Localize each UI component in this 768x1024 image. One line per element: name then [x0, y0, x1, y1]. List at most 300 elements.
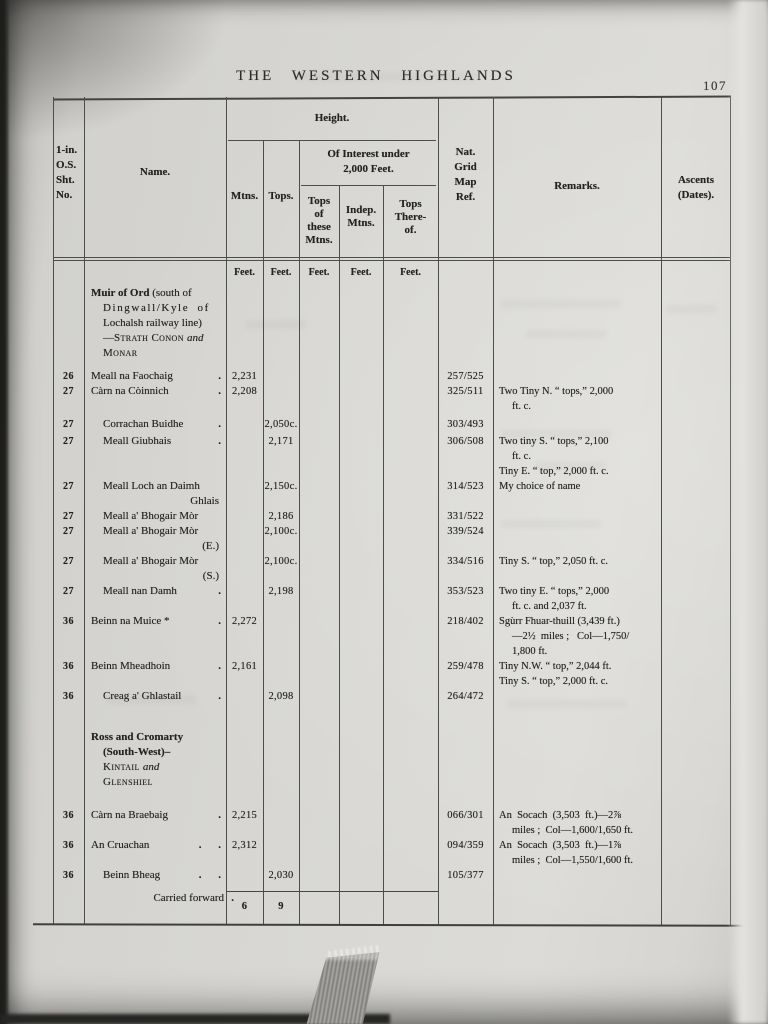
row-height-tops: 2,186	[268, 511, 294, 522]
header-topsthereof-1: Tops	[399, 198, 422, 210]
name-line: Corrachan Buidhe	[103, 418, 184, 430]
row-tops-thereof	[383, 479, 438, 480]
section-heading-line	[91, 346, 226, 361]
row-ascents	[661, 417, 731, 418]
row-indep-mtns	[339, 891, 383, 899]
section-heading-line	[91, 730, 226, 745]
row-grid-ref: 264/472	[447, 691, 484, 702]
row-sht-no	[53, 730, 84, 731]
leader-dots: .	[218, 418, 221, 430]
row-ascents	[661, 730, 731, 731]
row-tops-thereof	[383, 868, 438, 869]
row-tops-thereof	[383, 891, 438, 899]
row-remarks	[493, 417, 661, 418]
remark-line: ft. c. and 2,037 ft.	[512, 601, 587, 612]
row-height-mtns	[226, 509, 263, 510]
leader-dots: .	[218, 690, 221, 702]
row-indep-mtns	[339, 614, 383, 615]
row-height-tops: 2,171	[268, 436, 294, 447]
header-topsthereof-2: There-	[394, 211, 427, 223]
row-height-mtns: 2,312	[231, 840, 258, 851]
name-line: An Cruachan	[91, 839, 150, 851]
row-tops-of-these	[299, 479, 339, 480]
heading-segment: Ross and Cromarty	[91, 731, 184, 743]
row-height-tops	[263, 730, 299, 731]
name-line: Beinn Bheag	[103, 869, 161, 881]
row-tops-thereof	[383, 384, 438, 385]
row-tops-of-these	[299, 417, 339, 418]
remark-line: 1,800 ft.	[512, 646, 548, 657]
name-line: Meall a' Bhogair Mòr	[103, 555, 199, 567]
row-ascents	[661, 614, 731, 615]
row-height-tops	[263, 838, 299, 839]
row-tops-thereof	[383, 808, 438, 809]
row-indep-mtns	[339, 554, 383, 555]
leader-dots: .	[231, 892, 234, 904]
row-height-tops: 2,100c.	[264, 526, 298, 537]
row-remarks	[493, 265, 661, 266]
row-tops-thereof	[383, 286, 438, 287]
row-height-mtns: 2,272	[231, 616, 258, 627]
page-edge-blur	[728, 0, 768, 1024]
row-sht-no: 26	[63, 371, 74, 382]
heading-segment: Kintail	[103, 761, 143, 773]
row-grid-ref: 257/525	[447, 371, 484, 382]
row-indep-mtns	[339, 509, 383, 510]
leader-dots: . .	[198, 839, 221, 851]
row-name	[84, 730, 226, 790]
row-tops-of-these	[299, 689, 339, 690]
header-sht-line3: Sht.	[56, 174, 75, 186]
row-indep-mtns	[339, 584, 383, 585]
row-height-tops: Feet.	[270, 267, 292, 278]
row-remarks	[493, 891, 661, 892]
heading-segment: (south of	[152, 287, 192, 299]
leader-dots: .	[218, 660, 221, 672]
remark-line: Tiny E. “ top,” 2,000 ft. c.	[499, 466, 609, 477]
row-height-tops	[263, 659, 299, 660]
row-sht-no: 27	[63, 386, 74, 397]
table-row-entry	[53, 838, 731, 868]
row-grid-ref: 339/524	[447, 526, 484, 537]
section-heading-line	[91, 745, 226, 760]
row-sht-no: 36	[63, 810, 74, 821]
row-tops-thereof	[383, 689, 438, 690]
row-height-tops	[263, 369, 299, 370]
row-name	[84, 614, 226, 629]
row-indep-mtns	[339, 434, 383, 435]
header-topsofthese-3: these	[307, 221, 331, 233]
header-name: Name.	[139, 166, 171, 178]
row-sht-no: 27	[63, 419, 74, 430]
row-height-mtns	[226, 479, 263, 480]
row-ascents	[661, 891, 731, 892]
row-height-tops	[263, 808, 299, 809]
section-heading-line	[91, 316, 226, 331]
book-page	[6, 0, 768, 1024]
row-grid-ref	[438, 891, 493, 892]
header-indep-1: Indep.	[345, 204, 377, 216]
table-row-entry	[53, 384, 731, 414]
row-name	[84, 838, 226, 853]
row-name	[84, 434, 226, 449]
row-height-mtns	[226, 434, 263, 435]
row-tops-of-these	[299, 584, 339, 585]
row-sht-no: 27	[63, 511, 74, 522]
heading-segment: and	[142, 761, 160, 773]
table-body	[53, 261, 731, 914]
remark-line: An Socach (3,503 ft.)—2⅞	[499, 810, 622, 821]
name-line: Beinn Mheadhoin	[91, 660, 171, 672]
row-tops-thereof	[383, 730, 438, 731]
header-height: Height.	[314, 112, 350, 124]
row-grid-ref: 259/478	[447, 661, 484, 672]
table-row-carried	[53, 891, 731, 914]
remark-line: Two tiny E. “ tops,” 2,000	[499, 586, 610, 597]
row-name	[84, 524, 226, 554]
row-height-mtns	[226, 286, 263, 287]
page-number: 107	[703, 78, 727, 93]
table-top-rule	[53, 96, 731, 101]
header-sht-line1: 1-in.	[56, 144, 78, 156]
row-remarks	[493, 509, 661, 510]
row-height-mtns: 2,161	[231, 661, 258, 672]
row-sht-no: 27	[63, 586, 74, 597]
row-name	[84, 868, 226, 883]
row-tops-thereof	[383, 417, 438, 418]
row-tops-of-these	[299, 384, 339, 385]
row-indep-mtns	[339, 689, 383, 690]
heading-segment: Dingwall/Kyle of	[103, 302, 210, 314]
section-heading-line	[91, 775, 226, 790]
page-title: THE WESTERN HIGHLANDS	[236, 68, 516, 84]
row-remarks	[493, 554, 661, 569]
row-remarks	[493, 434, 661, 479]
row-ascents	[661, 524, 731, 525]
name-line: Creag a' Ghlastail	[103, 690, 182, 702]
name-line: Càrn na Braebaig	[91, 809, 168, 821]
row-sht-no: 36	[63, 870, 74, 881]
header-natgrid-1: Nat.	[455, 146, 476, 158]
row-remarks	[493, 479, 661, 494]
row-ascents	[661, 265, 731, 266]
row-tops-thereof: Feet.	[400, 267, 421, 278]
row-tops-of-these	[299, 524, 339, 525]
row-tops-of-these	[299, 509, 339, 510]
row-remarks	[493, 808, 661, 838]
heading-segment: —	[103, 332, 114, 344]
row-remarks	[493, 689, 661, 690]
row-tops-of-these	[299, 730, 339, 731]
header-topsofthese-2: of	[314, 208, 324, 220]
row-remarks	[493, 730, 661, 731]
row-ascents	[661, 434, 731, 435]
name-line: Beinn na Muice *	[91, 615, 170, 627]
row-name	[84, 554, 226, 584]
remark-line: miles ; Col—1,600/1,650 ft.	[512, 825, 634, 836]
row-ascents	[661, 554, 731, 555]
remark-line: An Socach (3,503 ft.)—1⅞	[499, 840, 622, 851]
table-row-entry	[53, 524, 731, 554]
heading-segment: Lochalsh railway line)	[103, 317, 202, 329]
row-sht-no: 27	[63, 481, 74, 492]
header-tops: Tops.	[268, 190, 294, 202]
row-tops-thereof	[383, 554, 438, 555]
row-indep-mtns	[339, 808, 383, 809]
heading-segment: (South-West)–	[103, 746, 171, 758]
row-indep-mtns	[339, 659, 383, 660]
row-indep-mtns	[339, 479, 383, 480]
row-tops-of-these	[299, 286, 339, 287]
row-grid-ref: 353/523	[447, 586, 484, 597]
name-line: Meall Loch an Daimh	[103, 480, 200, 492]
row-height-tops	[263, 614, 299, 615]
row-tops-of-these	[299, 868, 339, 869]
heading-segment: Glenshiel	[103, 776, 153, 788]
table-row-entry	[53, 868, 731, 883]
row-name	[84, 417, 226, 432]
section-heading-line	[91, 301, 226, 316]
row-tops-of-these	[299, 434, 339, 435]
row-remarks	[493, 384, 661, 414]
row-name	[84, 509, 226, 524]
row-indep-mtns	[339, 286, 383, 287]
name-line: Meall a' Bhogair Mòr	[103, 510, 199, 522]
header-remarks: Remarks.	[554, 180, 600, 192]
name-line: (S.)	[202, 570, 219, 582]
table-row-entry	[53, 614, 731, 659]
row-tops-thereof	[383, 524, 438, 525]
remark-line: Two tiny S. “ tops,” 2,100	[499, 436, 609, 447]
row-ascents	[661, 868, 731, 869]
row-height-mtns	[226, 689, 263, 690]
table-row-entry	[53, 689, 731, 704]
table-row-entry	[53, 369, 731, 384]
table-bottom-rule	[33, 923, 754, 926]
table-row-entry	[53, 434, 731, 479]
row-name	[84, 808, 226, 823]
row-remarks	[493, 868, 661, 869]
row-height-mtns	[226, 868, 263, 869]
row-height-mtns: Feet.	[234, 267, 255, 278]
row-name	[84, 584, 226, 599]
row-tops-of-these	[299, 659, 339, 660]
row-tops-of-these	[299, 614, 339, 615]
row-height-tops	[263, 384, 299, 385]
row-sht-no: 36	[63, 616, 74, 627]
remark-line: ft. c.	[512, 451, 531, 462]
row-indep-mtns	[339, 730, 383, 731]
header-sht-line2: O.S.	[56, 159, 77, 171]
row-tops-of-these	[299, 808, 339, 809]
row-ascents	[661, 286, 731, 287]
row-height-tops: 2,098	[268, 691, 294, 702]
row-ascents	[661, 659, 731, 660]
row-sht-no	[53, 891, 84, 892]
row-grid-ref: 325/511	[447, 386, 484, 397]
row-tops-of-these	[299, 891, 339, 899]
row-tops-thereof	[383, 369, 438, 370]
row-height-mtns	[226, 554, 263, 555]
header-sht-line4: No.	[56, 189, 73, 201]
row-grid-ref: 094/359	[447, 840, 484, 851]
row-tops-thereof	[383, 838, 438, 839]
remark-line: Tiny S. “ top,” 2,050 ft. c.	[499, 556, 608, 567]
row-ascents	[661, 369, 731, 370]
section-heading-line	[91, 760, 226, 775]
row-height-mtns	[226, 524, 263, 525]
heading-segment: and	[187, 332, 204, 344]
leader-dots: .	[218, 435, 221, 447]
table-row-heading	[53, 730, 731, 790]
row-tops-of-these	[299, 838, 339, 839]
leader-dots: .	[218, 370, 221, 382]
row-grid-ref: 334/516	[447, 556, 484, 567]
remark-line: —2½ miles ; Col—1,750/	[512, 631, 630, 642]
row-tops-of-these	[299, 554, 339, 555]
leader-dots: . .	[198, 869, 221, 881]
table-row-heading	[53, 286, 731, 361]
row-name	[84, 689, 226, 704]
row-grid-ref: 066/301	[447, 810, 484, 821]
heading-segment: Muir of Ord	[91, 287, 153, 299]
header-natgrid-3: Map	[454, 176, 477, 188]
header-mtns: Mtns.	[230, 190, 259, 202]
row-name	[84, 286, 226, 361]
book-spine-edge	[5, 0, 8, 1024]
row-grid-ref	[438, 730, 493, 731]
section-heading-line	[91, 286, 226, 301]
leader-dots: .	[218, 585, 221, 597]
remark-line: Tiny S. “ top,” 2,000 ft. c.	[499, 676, 608, 687]
header-indep-2: Mtns.	[347, 217, 375, 229]
header-ascents-2: (Dates).	[677, 189, 715, 201]
remark-line: miles ; Col—1,550/1,600 ft.	[512, 855, 634, 866]
table-row-entry	[53, 479, 731, 509]
row-grid-ref	[438, 286, 493, 287]
row-remarks	[493, 659, 661, 689]
row-indep-mtns	[339, 838, 383, 839]
row-tops-of-these: Feet.	[308, 267, 330, 278]
row-indep-mtns: Feet.	[350, 267, 372, 278]
name-line: (E.)	[202, 540, 219, 552]
row-ascents	[661, 838, 731, 839]
row-tops-thereof	[383, 509, 438, 510]
row-tops-thereof	[383, 614, 438, 615]
row-height-mtns	[226, 417, 263, 418]
interest-underline	[301, 185, 436, 186]
table-row-entry	[53, 554, 731, 584]
row-grid-ref	[438, 265, 493, 266]
name-line: Meall na Faochaig	[91, 370, 173, 382]
row-name: Carried forward .	[153, 892, 234, 904]
row-sht-no: 27	[63, 556, 74, 567]
row-ascents	[661, 384, 731, 385]
heading-segment: Strath Conon	[114, 332, 188, 344]
row-remarks	[493, 524, 661, 525]
row-ascents	[661, 808, 731, 809]
row-height-tops: 2,198	[268, 586, 294, 597]
leader-dots: .	[218, 615, 221, 627]
row-height-mtns: 2,215	[231, 810, 258, 821]
name-line: Meall Giubhais	[103, 435, 172, 447]
row-indep-mtns	[339, 868, 383, 869]
remark-line: Two Tiny N. “ tops,” 2,000	[499, 386, 614, 397]
row-height-tops: 9	[263, 891, 299, 914]
row-sht-no: 27	[63, 436, 74, 447]
row-remarks	[493, 286, 661, 287]
row-height-tops: 2,050c.	[264, 419, 298, 430]
remark-line: Sgùrr Fhuar-thuill (3,439 ft.)	[499, 616, 620, 627]
header-natgrid-4: Ref.	[455, 191, 476, 203]
row-tops-thereof	[383, 659, 438, 660]
row-name	[84, 369, 226, 384]
name-line: Càrn na Còinnich	[91, 385, 169, 397]
row-grid-ref: 306/508	[447, 436, 484, 447]
row-indep-mtns	[339, 524, 383, 525]
row-grid-ref: 314/523	[447, 481, 484, 492]
table-row-feet	[53, 265, 731, 280]
header-topsofthese-4: Mtns.	[305, 234, 333, 246]
header-topsofthese-1: Tops	[307, 195, 331, 207]
row-height-mtns: 2,208	[231, 386, 258, 397]
name-line: Meall nan Damh	[103, 585, 177, 597]
remark-line: My choice of name	[499, 481, 581, 492]
row-height-mtns	[226, 730, 263, 731]
row-remarks	[493, 838, 661, 868]
row-sht-no: 36	[63, 691, 74, 702]
row-grid-ref: 218/402	[447, 616, 484, 627]
row-ascents	[661, 479, 731, 480]
row-tops-thereof	[383, 584, 438, 585]
row-sht-no	[53, 265, 84, 266]
row-name	[84, 384, 226, 399]
header-interest-line2: 2,000 Feet.	[343, 163, 394, 175]
row-name	[84, 265, 226, 266]
table-row-entry	[53, 659, 731, 689]
table-row-entry	[53, 584, 731, 614]
row-height-tops: 2,100c.	[264, 556, 298, 567]
row-remarks	[493, 369, 661, 370]
row-ascents	[661, 689, 731, 690]
row-sht-no: 36	[63, 840, 74, 851]
header-topsthereof-3: of.	[404, 224, 417, 236]
row-remarks	[493, 584, 661, 614]
row-tops-thereof	[383, 434, 438, 435]
row-indep-mtns	[339, 384, 383, 385]
mountain-table	[53, 97, 731, 925]
row-height-mtns: 2,231	[231, 371, 258, 382]
row-indep-mtns	[339, 369, 383, 370]
height-underline	[228, 140, 436, 141]
row-height-tops	[263, 286, 299, 287]
row-sht-no: 36	[63, 661, 74, 672]
header-ascents-1: Ascents	[677, 174, 715, 186]
remark-line: ft. c.	[512, 401, 531, 412]
leader-dots: .	[218, 385, 221, 397]
header-interest-line1: Of Interest under	[327, 148, 410, 160]
row-tops-of-these	[299, 369, 339, 370]
row-ascents	[661, 584, 731, 585]
leader-dots: .	[218, 809, 221, 821]
row-name	[84, 479, 226, 509]
name-line: Ghlais	[190, 495, 219, 507]
remark-line: Tiny N.W. “ top,” 2,044 ft.	[499, 661, 612, 672]
row-ascents	[661, 509, 731, 510]
row-sht-no: 27	[63, 526, 74, 537]
row-height-mtns	[226, 584, 263, 585]
row-sht-no	[53, 286, 84, 287]
